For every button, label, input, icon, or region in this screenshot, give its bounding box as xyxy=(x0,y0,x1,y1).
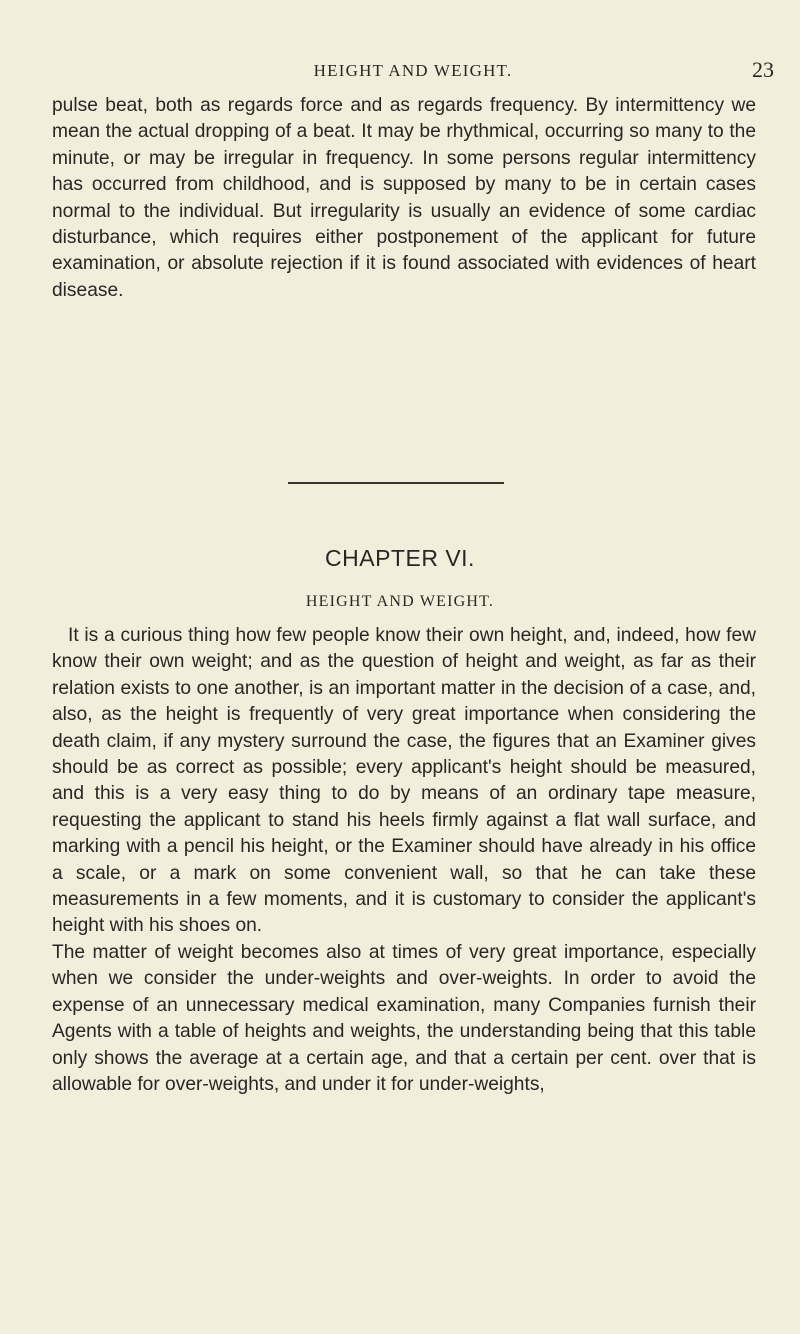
running-title: HEIGHT AND WEIGHT. xyxy=(313,61,513,80)
chapter-paragraph-block xyxy=(52,623,756,1098)
page-number: 23 xyxy=(752,57,774,82)
paragraph: pulse beat, both as regards force and as regards frequency. By intermittency we mean the actual dropping of a beat. It may be rhythmical, occurring so many to the minute, or may be irregular in frequency. In some persons regular intermittency has occurred from childhood, and is supposed by many to be in certain cases normal to the individual. But irregularity is usually an evidence of some cardiac disturbance, which requires either postponement of the applicant for future examination, or absolute rejection if it is found associated with evidences of heart disease. xyxy=(52,95,756,301)
paragraph: It is a curious thing how few people know their own height, and, indeed, how few know their own weight; and as the question of height and weight, as far as their relation exists to one another, is an important matter in the decision of a case, and, also, as the height is frequently of very great importance when considering the death claim, if any mystery surround the case, the figures that an Examiner gives should be as correct as possible; every applicant's height should be measured, and this is a very easy thing to do by means of an ordinary tape measure, requesting the applicant to stand his heels firmly against a flat wall surface, and marking with a pencil his height, or the Examiner should have already in his office a scale, or a mark on some convenient wall, so that he can take these measurements in a few moments, and it is customary to consider the applicant's height with his shoes on. xyxy=(52,625,756,937)
section-divider-rule xyxy=(288,482,504,484)
continued-paragraph-block xyxy=(52,93,756,304)
paragraph: The matter of weight becomes also at times of very great importance, especially when we consider the under-weights and over-weights. In order to avoid the expense of an unnecessary medical examination, many Companies furnish their Agents with a table of heights and weights, the understanding being that this table only shows the average at a certain age, and that a certain per cent. over that is allowable for over-weights, and under it for under-weights, xyxy=(52,941,756,1095)
running-head xyxy=(52,59,774,83)
chapter-subtitle: HEIGHT AND WEIGHT. xyxy=(305,593,495,610)
chapter-title: CHAPTER VI. xyxy=(325,545,475,571)
